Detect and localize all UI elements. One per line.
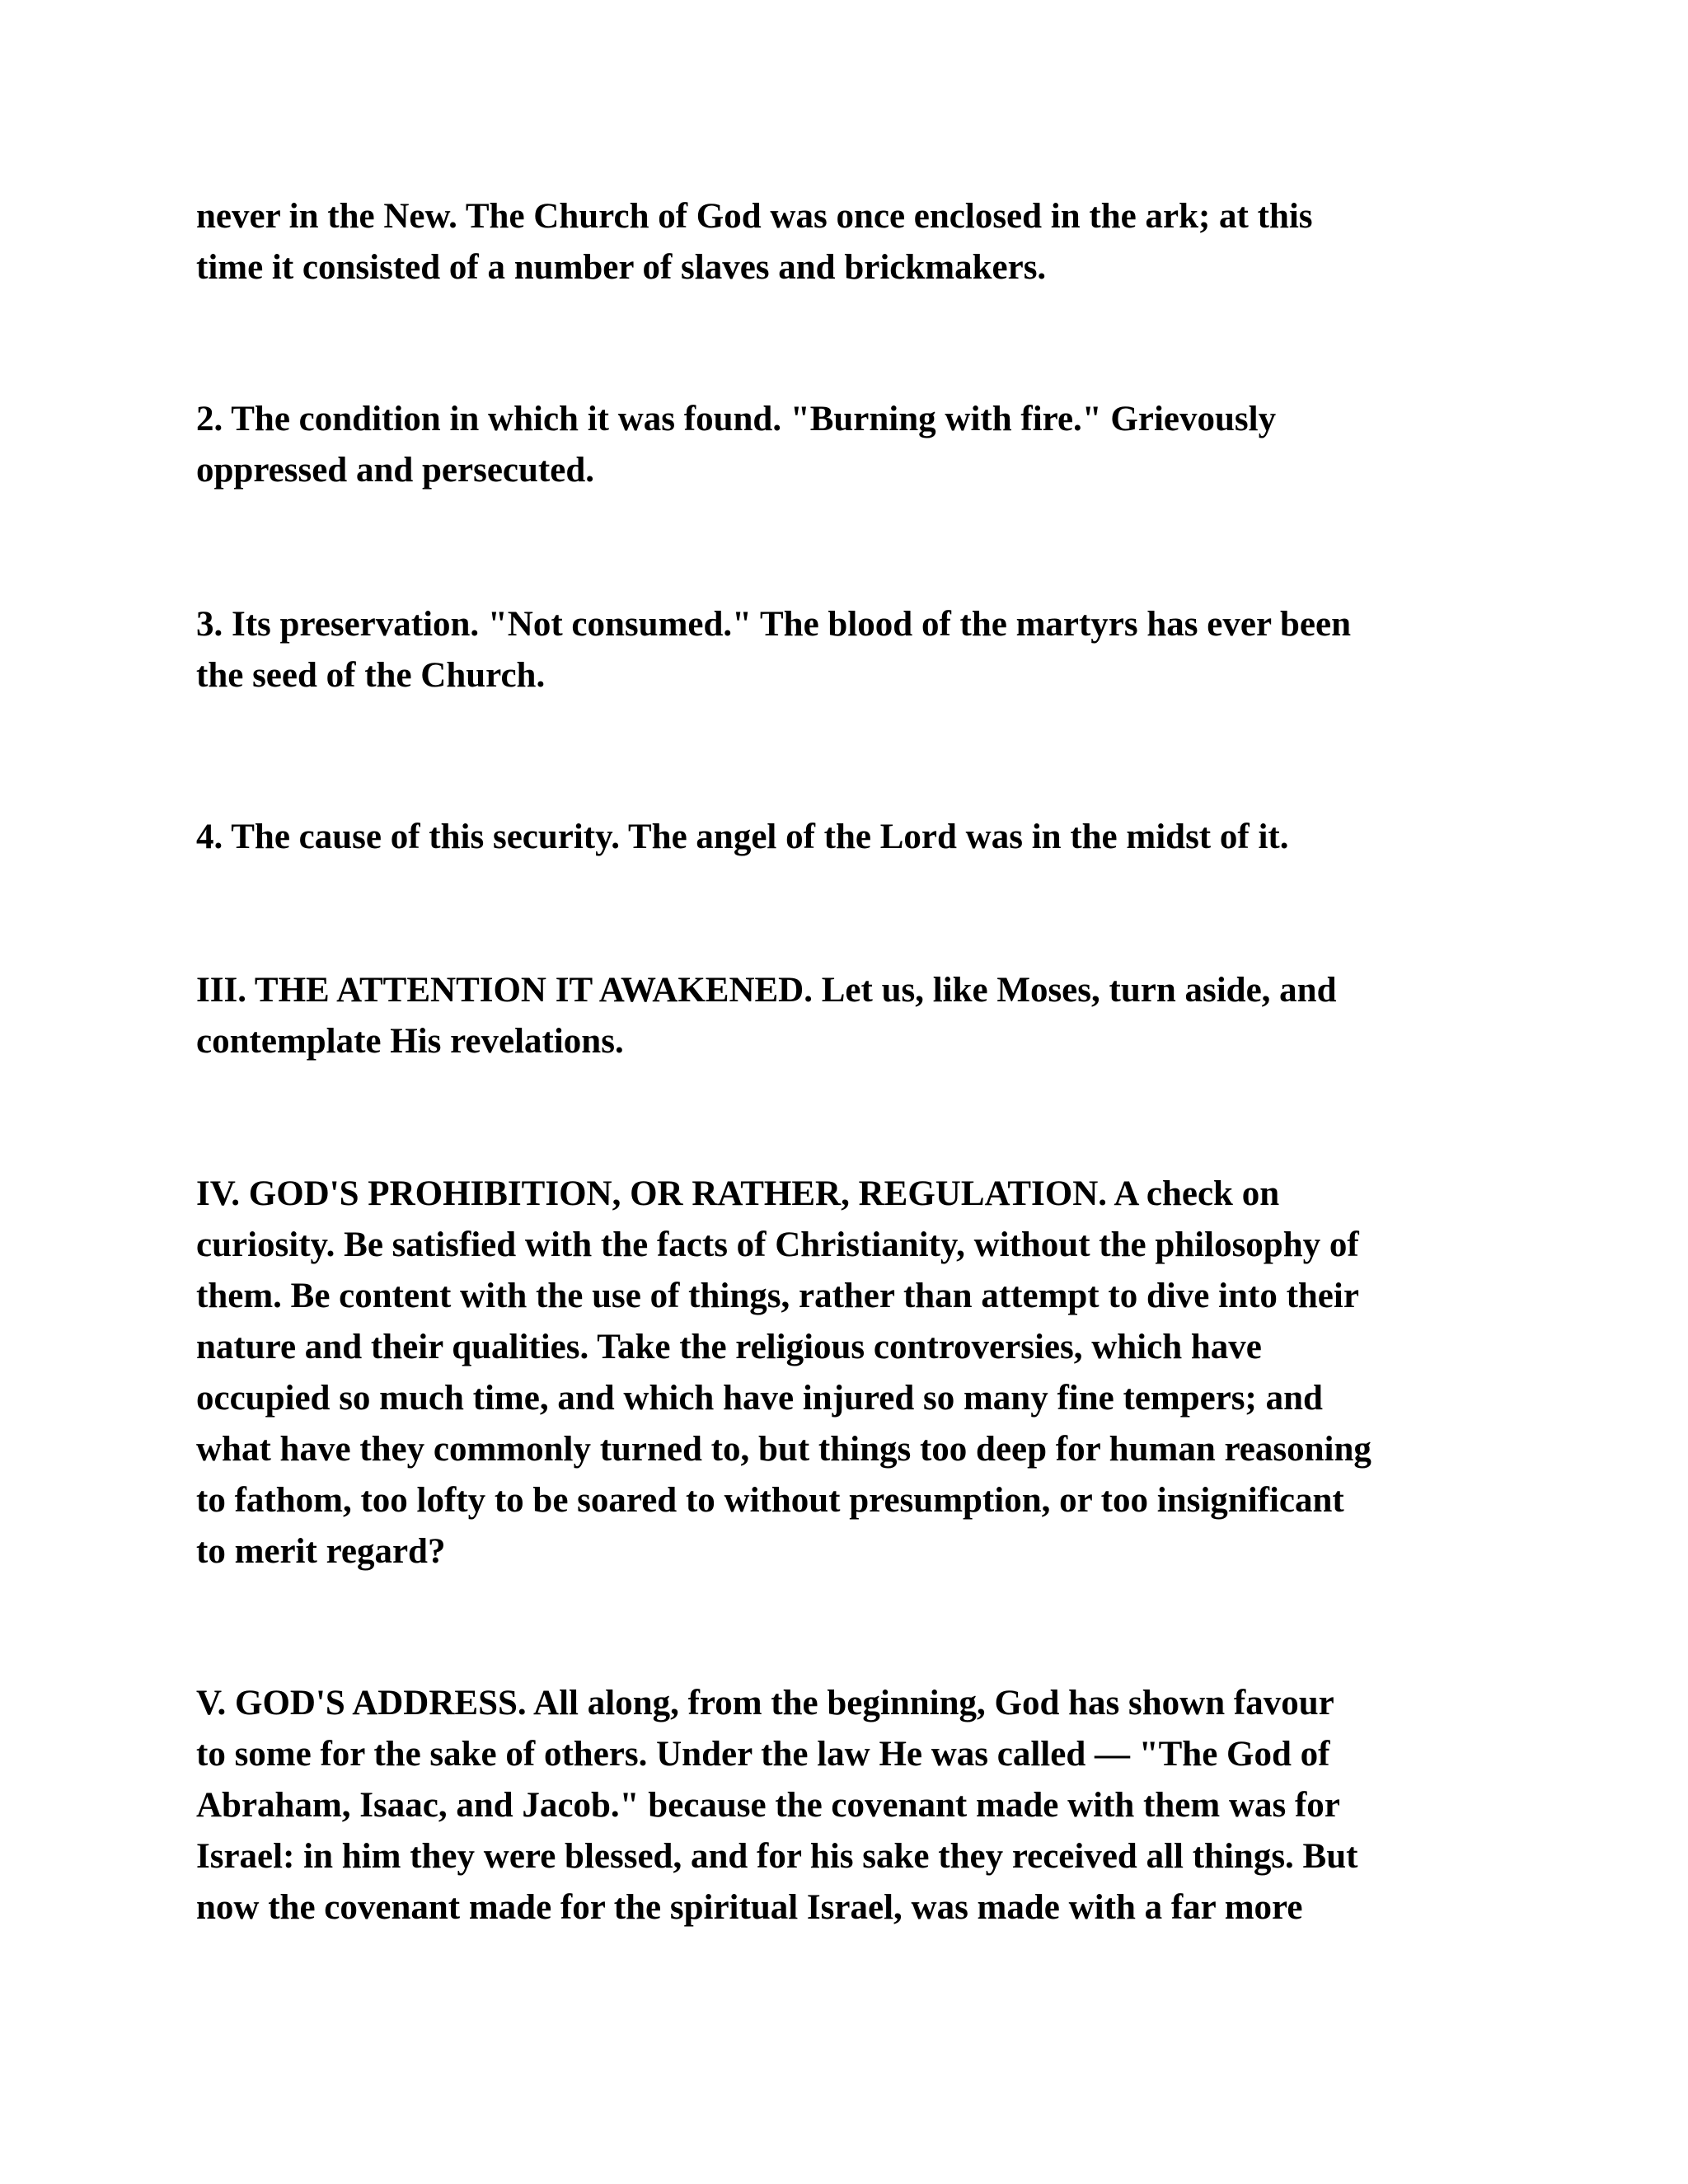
text-line: to some for the sake of others. Under the law He was called — "The God of (196, 1735, 1330, 1774)
text-line: the seed of the Church. (196, 656, 546, 695)
text-line: them. Be content with the use of things, rather than attempt to dive into their (196, 1277, 1359, 1315)
paragraph-section-v-address (196, 1678, 1498, 1933)
paragraph-section-iii-attention (196, 965, 1498, 1067)
text-line: now the covenant made for the spiritual Israel, was made with a far more (196, 1888, 1303, 1927)
text-line: oppressed and persecuted. (196, 451, 594, 490)
text-line: to fathom, too lofty to be soared to without presumption, or too insignificant (196, 1481, 1344, 1520)
text-line: contemplate His revelations. (196, 1022, 624, 1061)
text-line: 2. The condition in which it was found. "Burning with fire." Grievously (196, 400, 1277, 438)
text-line: 3. Its preservation. "Not consumed." The blood of the martyrs has ever been (196, 605, 1352, 644)
text-line: V. GOD'S ADDRESS. All along, from the beginning, God has shown favour (196, 1684, 1334, 1722)
paragraph-point-4-cause (196, 812, 1498, 863)
text-line: time it consisted of a number of slaves and brickmakers. (196, 248, 1047, 287)
text-line: never in the New. The Church of God was once enclosed in the ark; at this (196, 197, 1313, 236)
paragraph-point-2-condition (196, 394, 1498, 496)
text-line: IV. GOD'S PROHIBITION, OR RATHER, REGULATION. A check on (196, 1174, 1280, 1213)
text-line: occupied so much time, and which have injured so many fine tempers; and (196, 1379, 1323, 1418)
paragraph-section-iv-prohibition (196, 1169, 1498, 1577)
text-line: Abraham, Isaac, and Jacob." because the covenant made with them was for (196, 1786, 1340, 1825)
paragraph-church-description (196, 191, 1498, 293)
text-line: nature and their qualities. Take the religious controversies, which have (196, 1328, 1262, 1366)
text-line: Israel: in him they were blessed, and for his sake they received all things. But (196, 1837, 1358, 1876)
text-line: curiosity. Be satisfied with the facts of Christianity, without the philosophy of (196, 1226, 1359, 1264)
text-line: what have they commonly turned to, but things too deep for human reasoning (196, 1430, 1372, 1469)
text-line: to merit regard? (196, 1532, 446, 1571)
paragraph-point-3-preservation (196, 599, 1498, 701)
text-line: III. THE ATTENTION IT AWAKENED. Let us, like Moses, turn aside, and (196, 971, 1337, 1010)
text-line: 4. The cause of this security. The angel of the Lord was in the midst of it. (196, 818, 1289, 856)
